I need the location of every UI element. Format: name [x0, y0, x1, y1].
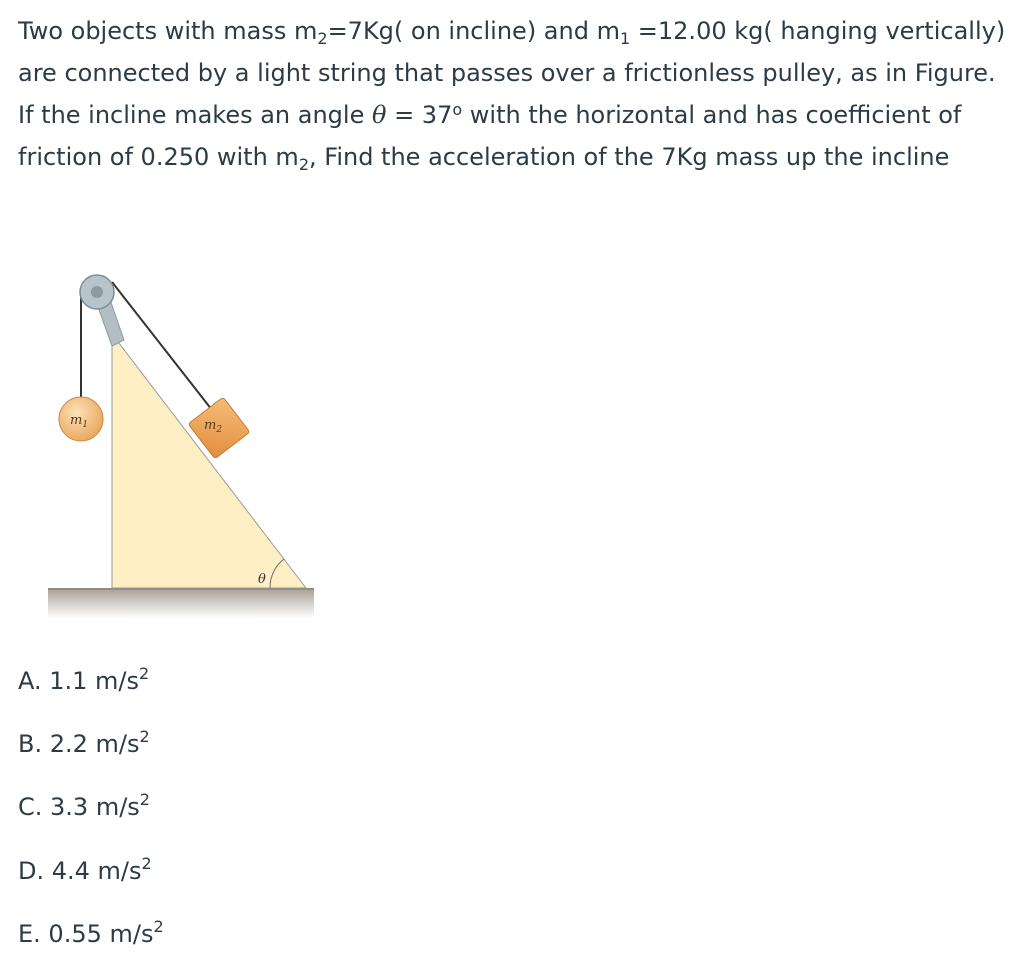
question-part: =7Kg( on incline) and m [327, 17, 620, 45]
exponent: 2 [139, 790, 150, 809]
pulley-hub [91, 286, 103, 298]
choice-label: E. 0.55 m/s [18, 920, 154, 948]
m1-label: $m_1$ [70, 413, 89, 430]
answer-choice-c[interactable] [18, 792, 150, 822]
answer-choice-a[interactable] [18, 666, 149, 696]
question-part: =12.00 kg( hanging vertically) are connected by a light string that passes over a frictionless pulley, as in Figure. If the incline makes an angle [18, 17, 1006, 129]
question-part: = 37 [386, 101, 453, 129]
answer-choice-b[interactable] [18, 729, 150, 759]
incline [112, 334, 306, 588]
subscript: 1 [619, 29, 631, 48]
choice-label: C. 3.3 m/s [18, 793, 140, 821]
question-text [18, 10, 1014, 178]
m2-label: $m_2$ [204, 418, 223, 435]
choice-label: A. 1.1 m/s [18, 667, 140, 695]
question-part: Two objects with mass m [18, 17, 318, 45]
theta-label: θ [258, 572, 266, 587]
theta-symbol: θ [371, 101, 387, 129]
exponent: 2 [153, 917, 164, 936]
ground [48, 588, 314, 618]
exponent: 2 [139, 664, 150, 683]
exponent: 2 [139, 727, 150, 746]
incline-pulley-figure [40, 262, 325, 622]
subscript: 2 [317, 29, 328, 48]
exponent: 2 [141, 854, 152, 873]
question-part: with the horizontal and has coefficient of friction of 0.250 with m [18, 101, 962, 171]
answer-choice-d[interactable] [18, 856, 152, 886]
answer-choice-e[interactable] [18, 919, 164, 949]
choice-label: D. 4.4 m/s [18, 857, 142, 885]
question-part: , Find the acceleration of the 7Kg mass up the incline [309, 143, 950, 171]
subscript: 2 [298, 155, 309, 174]
degree-superscript: o [452, 100, 463, 119]
choice-label: B. 2.2 m/s [18, 730, 140, 758]
